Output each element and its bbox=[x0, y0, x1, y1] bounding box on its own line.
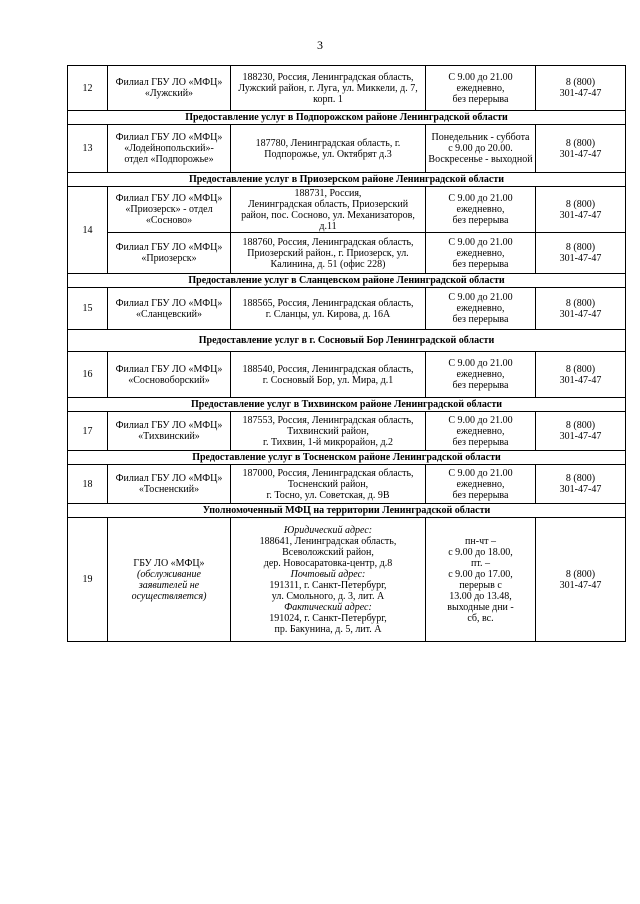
table-row bbox=[68, 233, 626, 274]
legal-address-label: Юридический адрес: bbox=[283, 524, 373, 536]
phone: 8 (800) 301-47-47 bbox=[536, 187, 626, 233]
branch-name: Филиал ГБУ ЛО «МФЦ» «Сланцевский» bbox=[108, 288, 231, 330]
section-header: Предоставление услуг в г. Сосновый Бор Ленинградской области bbox=[68, 330, 626, 352]
table-row bbox=[68, 187, 626, 233]
working-hours: С 9.00 до 21.00 ежедневно, без перерыва bbox=[426, 187, 536, 233]
phone: 8 (800) 301-47-47 bbox=[536, 518, 626, 642]
phone: 8 (800) 301-47-47 bbox=[536, 233, 626, 274]
branch-address: 188565, Россия, Ленинградская область, г. Сланцы, ул. Кирова, д. 16А bbox=[231, 288, 426, 330]
table-row bbox=[68, 125, 626, 173]
row-number: 12 bbox=[68, 66, 108, 111]
branch-name: Филиал ГБУ ЛО «МФЦ» «Тосненский» bbox=[108, 465, 231, 504]
branch-name: Филиал ГБУ ЛО «МФЦ» «Приозерск» - отдел «Сосново» bbox=[108, 187, 231, 233]
table-row bbox=[68, 412, 626, 451]
postal-address-label: Почтовый адрес: bbox=[290, 568, 366, 580]
branch-address: 188760, Россия, Ленинградская область, Приозерский район., г. Приозерск, ул. Калинина, д. 51 (офис 228) bbox=[231, 233, 426, 274]
row-number: 14 bbox=[68, 187, 108, 274]
branch-name: Филиал ГБУ ЛО «МФЦ» «Лодейнопольский»- отдел «Подпорожье» bbox=[108, 125, 231, 173]
branch-address: 188731, Россия, Ленинградская область, Приозерский район, пос. Сосново, ул. Механизаторов, д.11 bbox=[231, 187, 426, 233]
page-number: 3 bbox=[317, 38, 323, 52]
branch-address: 188230, Россия, Ленинградская область, Лужский район, г. Луга, ул. Миккели, д. 7, корп. 1 bbox=[231, 66, 426, 111]
working-hours: С 9.00 до 21.00 ежедневно, без перерыва bbox=[426, 66, 536, 111]
row-number: 19 bbox=[68, 518, 108, 642]
working-hours: пн-чт – с 9.00 до 18.00, пт. – с 9.00 до 17.00, перерыв с 13.00 до 13.48, выходные дни - сб, вс. bbox=[426, 518, 536, 642]
table-row bbox=[68, 352, 626, 398]
branch-address: 187000, Россия, Ленинградская область, Тосненский район, г. Тосно, ул. Советская, д. 9В bbox=[231, 465, 426, 504]
working-hours: С 9.00 до 21.00 ежедневно, без перерыва bbox=[426, 288, 536, 330]
row-number: 18 bbox=[68, 465, 108, 504]
row-number: 13 bbox=[68, 125, 108, 173]
phone: 8 (800) 301-47-47 bbox=[536, 465, 626, 504]
row-number: 17 bbox=[68, 412, 108, 451]
branch-address: 187780, Ленинградская область, г. Подпорожье, ул. Октябрят д.3 bbox=[231, 125, 426, 173]
branch-address: 188540, Россия, Ленинградская область, г. Сосновый Бор, ул. Мира, д.1 bbox=[231, 352, 426, 398]
table-row bbox=[68, 288, 626, 330]
working-hours: С 9.00 до 21.00 ежедневно, без перерыва bbox=[426, 465, 536, 504]
section-header: Предоставление услуг в Тихвинском районе Ленинградской области bbox=[68, 398, 626, 412]
phone: 8 (800) 301-47-47 bbox=[536, 66, 626, 111]
phone: 8 (800) 301-47-47 bbox=[536, 125, 626, 173]
working-hours: С 9.00 до 21.00 ежедневно, без перерыва bbox=[426, 233, 536, 274]
branch-name: Филиал ГБУ ЛО «МФЦ» «Сосновоборский» bbox=[108, 352, 231, 398]
working-hours: С 9.00 до 21.00 ежедневно, без перерыва bbox=[426, 352, 536, 398]
branch-name: Филиал ГБУ ЛО «МФЦ» «Тихвинский» bbox=[108, 412, 231, 451]
mfc-branches-table bbox=[67, 65, 626, 642]
table-row bbox=[68, 518, 626, 642]
section-header: Предоставление услуг в Тосненском районе Ленинградской области bbox=[68, 451, 626, 465]
actual-address-label: Фактический адрес: bbox=[284, 601, 372, 613]
working-hours: С 9.00 до 21.00 ежедневно, без перерыва bbox=[426, 412, 536, 451]
row-number: 15 bbox=[68, 288, 108, 330]
branch-name: Филиал ГБУ ЛО «МФЦ» «Приозерск» bbox=[108, 233, 231, 274]
section-header: Предоставление услуг в Приозерском районе Ленинградской области bbox=[68, 173, 626, 187]
branch-address: Юридический адрес: 188641, Ленинградская область, Всеволожский район, дер. Новосаратовка-центр, д.8 Почтовый адрес: 191311, г. Санкт-Петербург, ул. Смольного, д. 3, лит. А Фактический адрес: 191024, г. Санкт-Петербург, пр. Бакунина, д. 5, лит. А bbox=[231, 518, 426, 642]
phone: 8 (800) 301-47-47 bbox=[536, 412, 626, 451]
section-header: Уполномоченный МФЦ на территории Ленинградской области bbox=[68, 504, 626, 518]
section-header: Предоставление услуг в Подпорожском районе Ленинградской области bbox=[68, 111, 626, 125]
branch-address: 187553, Россия, Ленинградская область, Тихвинский район, г. Тихвин, 1-й микрорайон, д.2 bbox=[231, 412, 426, 451]
table-row bbox=[68, 465, 626, 504]
working-hours: Понедельник - суббота с 9.00 до 20.00. Воскресенье - выходной bbox=[426, 125, 536, 173]
table-row bbox=[68, 66, 626, 111]
phone: 8 (800) 301-47-47 bbox=[536, 288, 626, 330]
section-header: Предоставление услуг в Сланцевском районе Ленинградской области bbox=[68, 274, 626, 288]
row-number: 16 bbox=[68, 352, 108, 398]
branch-name: ГБУ ЛО «МФЦ» (обслуживание заявителей не осуществляется) bbox=[108, 518, 231, 642]
phone: 8 (800) 301-47-47 bbox=[536, 352, 626, 398]
branch-name: Филиал ГБУ ЛО «МФЦ» «Лужский» bbox=[108, 66, 231, 111]
